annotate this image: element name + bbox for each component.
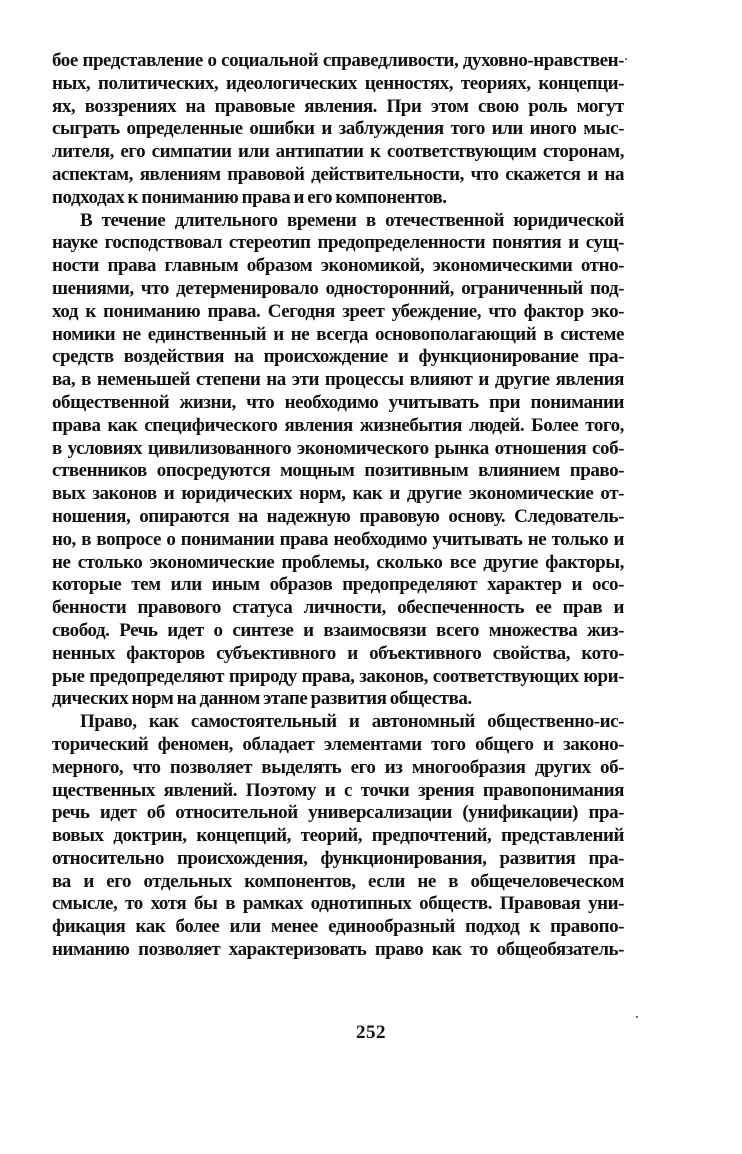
text-line: бенности правового статуса личности, обеспеченность ее прав и bbox=[52, 597, 624, 619]
page-number: 252 bbox=[356, 1022, 386, 1043]
paragraph-2 bbox=[52, 210, 624, 712]
text-line: науке господствовал стереотип предопределенности понятия и сущ- bbox=[52, 232, 624, 254]
text-line: в условиях цивилизованного экономического рынка отношения соб- bbox=[52, 437, 624, 459]
text-line: щественных явлений. Поэтому и с точки зрения правопонимания bbox=[52, 779, 624, 801]
text-line: смысле, то хотя бы в рамках однотипных обществ. Правовая уни- bbox=[52, 893, 624, 915]
text-line: номики не единственный и не всегда основополагающий в системе bbox=[52, 323, 624, 345]
text-line: ход к пониманию права. Сегодня зреет убеждение, что фактор эко- bbox=[52, 300, 624, 322]
text-line: но, в вопросе о понимании права необходимо учитывать не только и bbox=[52, 528, 624, 550]
text-line: относительно происхождения, функционирования, развития пра- bbox=[52, 847, 624, 869]
text-line: дических норм на данном этапе развития общества. bbox=[52, 688, 472, 710]
text-line: сыграть определенные ошибки и заблуждения того или иного мыс- bbox=[52, 118, 624, 140]
text-line: ва, в неменьшей степени на эти процессы влияют и другие явления bbox=[52, 369, 624, 391]
text-line: права как специфического явления жизнебытия людей. Более того, bbox=[52, 414, 624, 436]
body-text bbox=[52, 50, 624, 962]
text-line: ниманию позволяет характеризовать право как то общеобязатель- bbox=[52, 939, 624, 961]
text-line: ственников опосредуются мощным позитивным влиянием право- bbox=[52, 460, 624, 482]
text-line: В течение длительного времени в отечественной юридической bbox=[80, 209, 624, 231]
text-line: ва и его отдельных компонентов, если не в общечеловеческом bbox=[52, 870, 624, 892]
text-line: ношения, опираются на надежную правовую основу. Следователь- bbox=[52, 505, 624, 527]
text-line: ях, воззрениях на правовые явления. При этом свою роль могут bbox=[52, 95, 624, 117]
scan-speck bbox=[625, 58, 627, 60]
text-line: ненных факторов субъективного и объективного свойства, кото- bbox=[52, 642, 624, 664]
text-line: которые тем или иным образов предопределяют характер и осо- bbox=[52, 574, 624, 596]
text-line: ности права главным образом экономикой, экономическими отно- bbox=[52, 255, 624, 277]
text-line: шениями, что детерменировало односторонний, ограниченный под- bbox=[52, 277, 624, 299]
text-line: Право, как самостоятельный и автономный общественно-ис- bbox=[80, 711, 624, 733]
text-line: вовых доктрин, концепций, теорий, предпочтений, представлений bbox=[52, 825, 624, 847]
text-line: лителя, его симпатии или антипатии к соответствующим сторонам, bbox=[52, 141, 624, 163]
text-line: средств воздействия на происхождение и функционирование пра- bbox=[52, 346, 624, 368]
text-line: рые предопределяют природу права, законов, соответствующих юри- bbox=[52, 665, 624, 687]
text-line: общественной жизни, что необходимо учитывать при понимании bbox=[52, 391, 624, 413]
text-line: торический феномен, обладает элементами того общего и законо- bbox=[52, 733, 624, 755]
scan-speck bbox=[636, 1016, 638, 1018]
text-line: фикация как более или менее единообразный подход к правопо- bbox=[52, 916, 624, 938]
text-line: ных, политических, идеологических ценностях, теориях, концепци- bbox=[52, 72, 624, 94]
paragraph-3 bbox=[52, 711, 624, 962]
text-line: мерного, что позволяет выделять его из многообразия других об- bbox=[52, 756, 624, 778]
paragraph-1 bbox=[52, 50, 624, 210]
text-line: речь идет об относительной универсализации (унификации) пра- bbox=[52, 802, 624, 824]
text-line: свобод. Речь идет о синтезе и взаимосвязи всего множества жиз- bbox=[52, 619, 624, 641]
text-line: аспектам, явлениям правовой действительности, что скажется и на bbox=[52, 163, 624, 185]
text-line: подходах к пониманию права и его компонентов. bbox=[52, 186, 447, 208]
text-line: бое представление о социальной справедливости, духовно-нравствен- bbox=[52, 50, 624, 71]
text-line: вых законов и юридических норм, как и другие экономические от- bbox=[52, 483, 624, 505]
text-line: не столько экономические проблемы, сколько все другие факторы, bbox=[52, 551, 624, 573]
